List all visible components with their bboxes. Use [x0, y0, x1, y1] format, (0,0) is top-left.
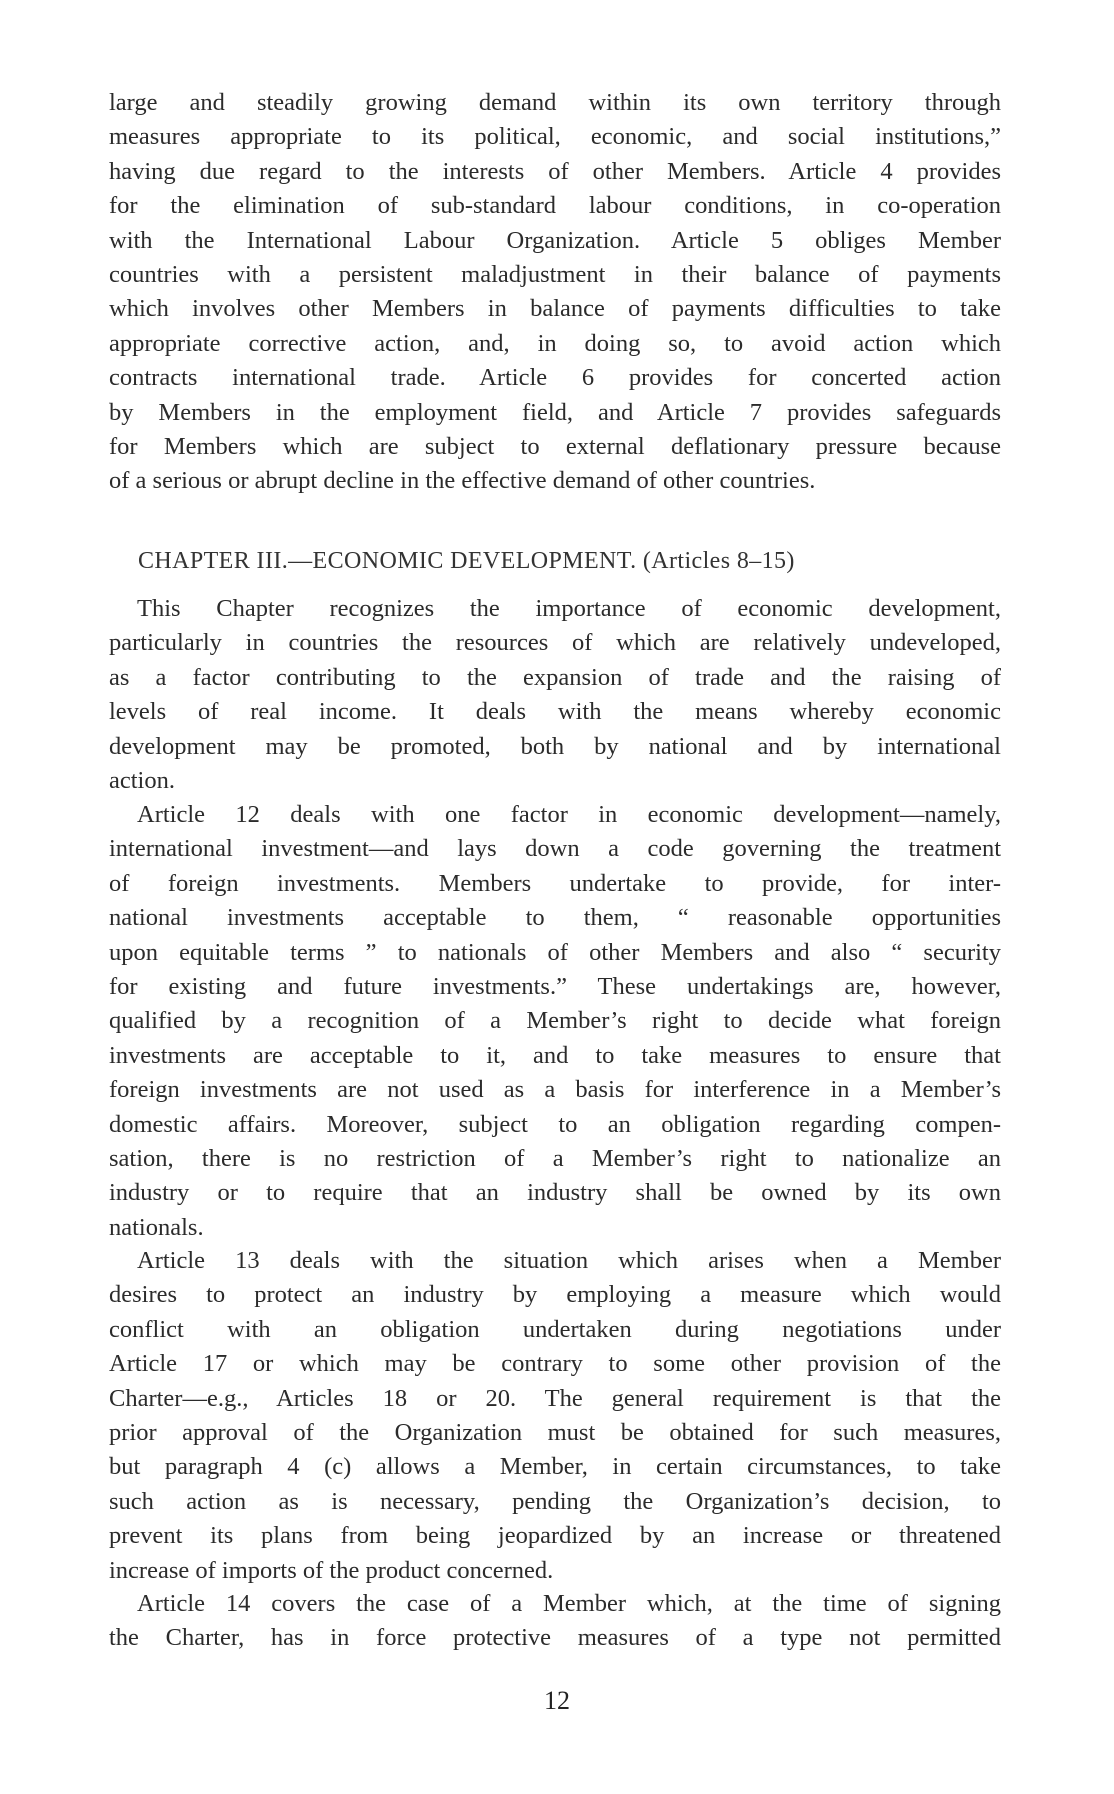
text-line: as a factor contributing to the expansion of trade and the raising of — [109, 663, 1001, 691]
text-line: development may be promoted, both by national and by international — [109, 732, 1001, 760]
text-line: Article 14 covers the case of a Member which, at the time of signing — [137, 1590, 1001, 1617]
text-line: by Members in the employment field, and Article 7 provides safeguards — [109, 398, 1001, 426]
text-line: which involves other Members in balance of payments difficulties to take — [109, 295, 1001, 323]
text-line: This Chapter recognizes the importance of economic development, — [137, 595, 1001, 622]
text-line: industry or to require that an industry shall be owned by its own — [109, 1179, 1001, 1207]
text-line: contracts international trade. Article 6 provides for concerted action — [109, 364, 1001, 392]
text-line: sation, there is no restriction of a Member’s right to nationalize an — [109, 1144, 1001, 1172]
text-line: of foreign investments. Members undertake to provide, for inter- — [109, 869, 1001, 897]
text-line: of a serious or abrupt decline in the effective demand of other countries. — [109, 467, 816, 495]
text-line: for Members which are subject to external deflationary pressure because — [109, 432, 1001, 460]
text-line: large and steadily growing demand within its own territory through — [109, 89, 1001, 116]
text-line: conflict with an obligation undertaken during negotiations under — [109, 1315, 1001, 1343]
paragraph-article-12 — [109, 798, 1001, 1245]
text-line: appropriate corrective action, and, in doing so, to avoid action which — [109, 329, 1001, 357]
text-line: countries with a persistent maladjustment in their balance of payments — [109, 260, 1001, 288]
text-line: Article 17 or which may be contrary to some other provision of the — [109, 1350, 1001, 1378]
text-line: for existing and future investments.” These undertakings are, however, — [109, 972, 1001, 1000]
paragraph-intro — [109, 592, 1001, 798]
paragraph-article-13 — [109, 1244, 1001, 1588]
text-line: levels of real income. It deals with the means whereby economic — [109, 698, 1001, 726]
text-line: Article 12 deals with one factor in economic development—namely, — [137, 801, 1001, 828]
paragraph-continuation — [109, 86, 1001, 499]
text-line: the Charter, has in force protective measures of a type not permitted — [109, 1624, 1001, 1652]
text-line: international investment—and lays down a code governing the treatment — [109, 835, 1001, 863]
text-line: such action as is necessary, pending the Organization’s decision, to — [109, 1487, 1001, 1515]
text-line: with the International Labour Organization. Article 5 obliges Member — [109, 226, 1001, 254]
text-line: Charter—e.g., Articles 18 or 20. The general requirement is that the — [109, 1384, 1001, 1412]
text-line: particularly in countries the resources of which are relatively undeveloped, — [109, 629, 1001, 657]
text-line: prior approval of the Organization must be obtained for such measures, — [109, 1418, 1001, 1446]
text-line: desires to protect an industry by employing a measure which would — [109, 1281, 1001, 1309]
text-line: for the elimination of sub-standard labour conditions, in co-operation — [109, 192, 1001, 220]
text-line: domestic affairs. Moreover, subject to an obligation regarding compen- — [109, 1110, 1001, 1138]
text-line: investments are acceptable to it, and to take measures to ensure that — [109, 1041, 1001, 1069]
text-line: but paragraph 4 (c) allows a Member, in certain circumstances, to take — [109, 1453, 1001, 1481]
text-line: upon equitable terms ” to nationals of other Members and also “ security — [109, 938, 1001, 966]
text-line: national investments acceptable to them, “ reasonable opportunities — [109, 904, 1001, 932]
paragraph-article-14 — [109, 1587, 1001, 1656]
text-line: Article 13 deals with the situation which arises when a Member — [137, 1247, 1001, 1274]
text-line: nationals. — [109, 1213, 204, 1241]
text-line: foreign investments are not used as a basis for interference in a Member’s — [109, 1076, 1001, 1104]
text-line: action. — [109, 766, 175, 794]
text-line: measures appropriate to its political, economic, and social institutions,” — [109, 123, 1001, 151]
text-line: having due regard to the interests of other Members. Article 4 provides — [109, 157, 1001, 185]
text-line: prevent its plans from being jeopardized by an increase or threatened — [109, 1522, 1001, 1550]
page-number: 12 — [544, 1686, 570, 1715]
chapter-heading: CHAPTER III.—ECONOMIC DEVELOPMENT. (Articles 8–15) — [138, 548, 795, 574]
text-line: increase of imports of the product concerned. — [109, 1556, 554, 1584]
text-line: qualified by a recognition of a Member’s right to decide what foreign — [109, 1007, 1001, 1035]
